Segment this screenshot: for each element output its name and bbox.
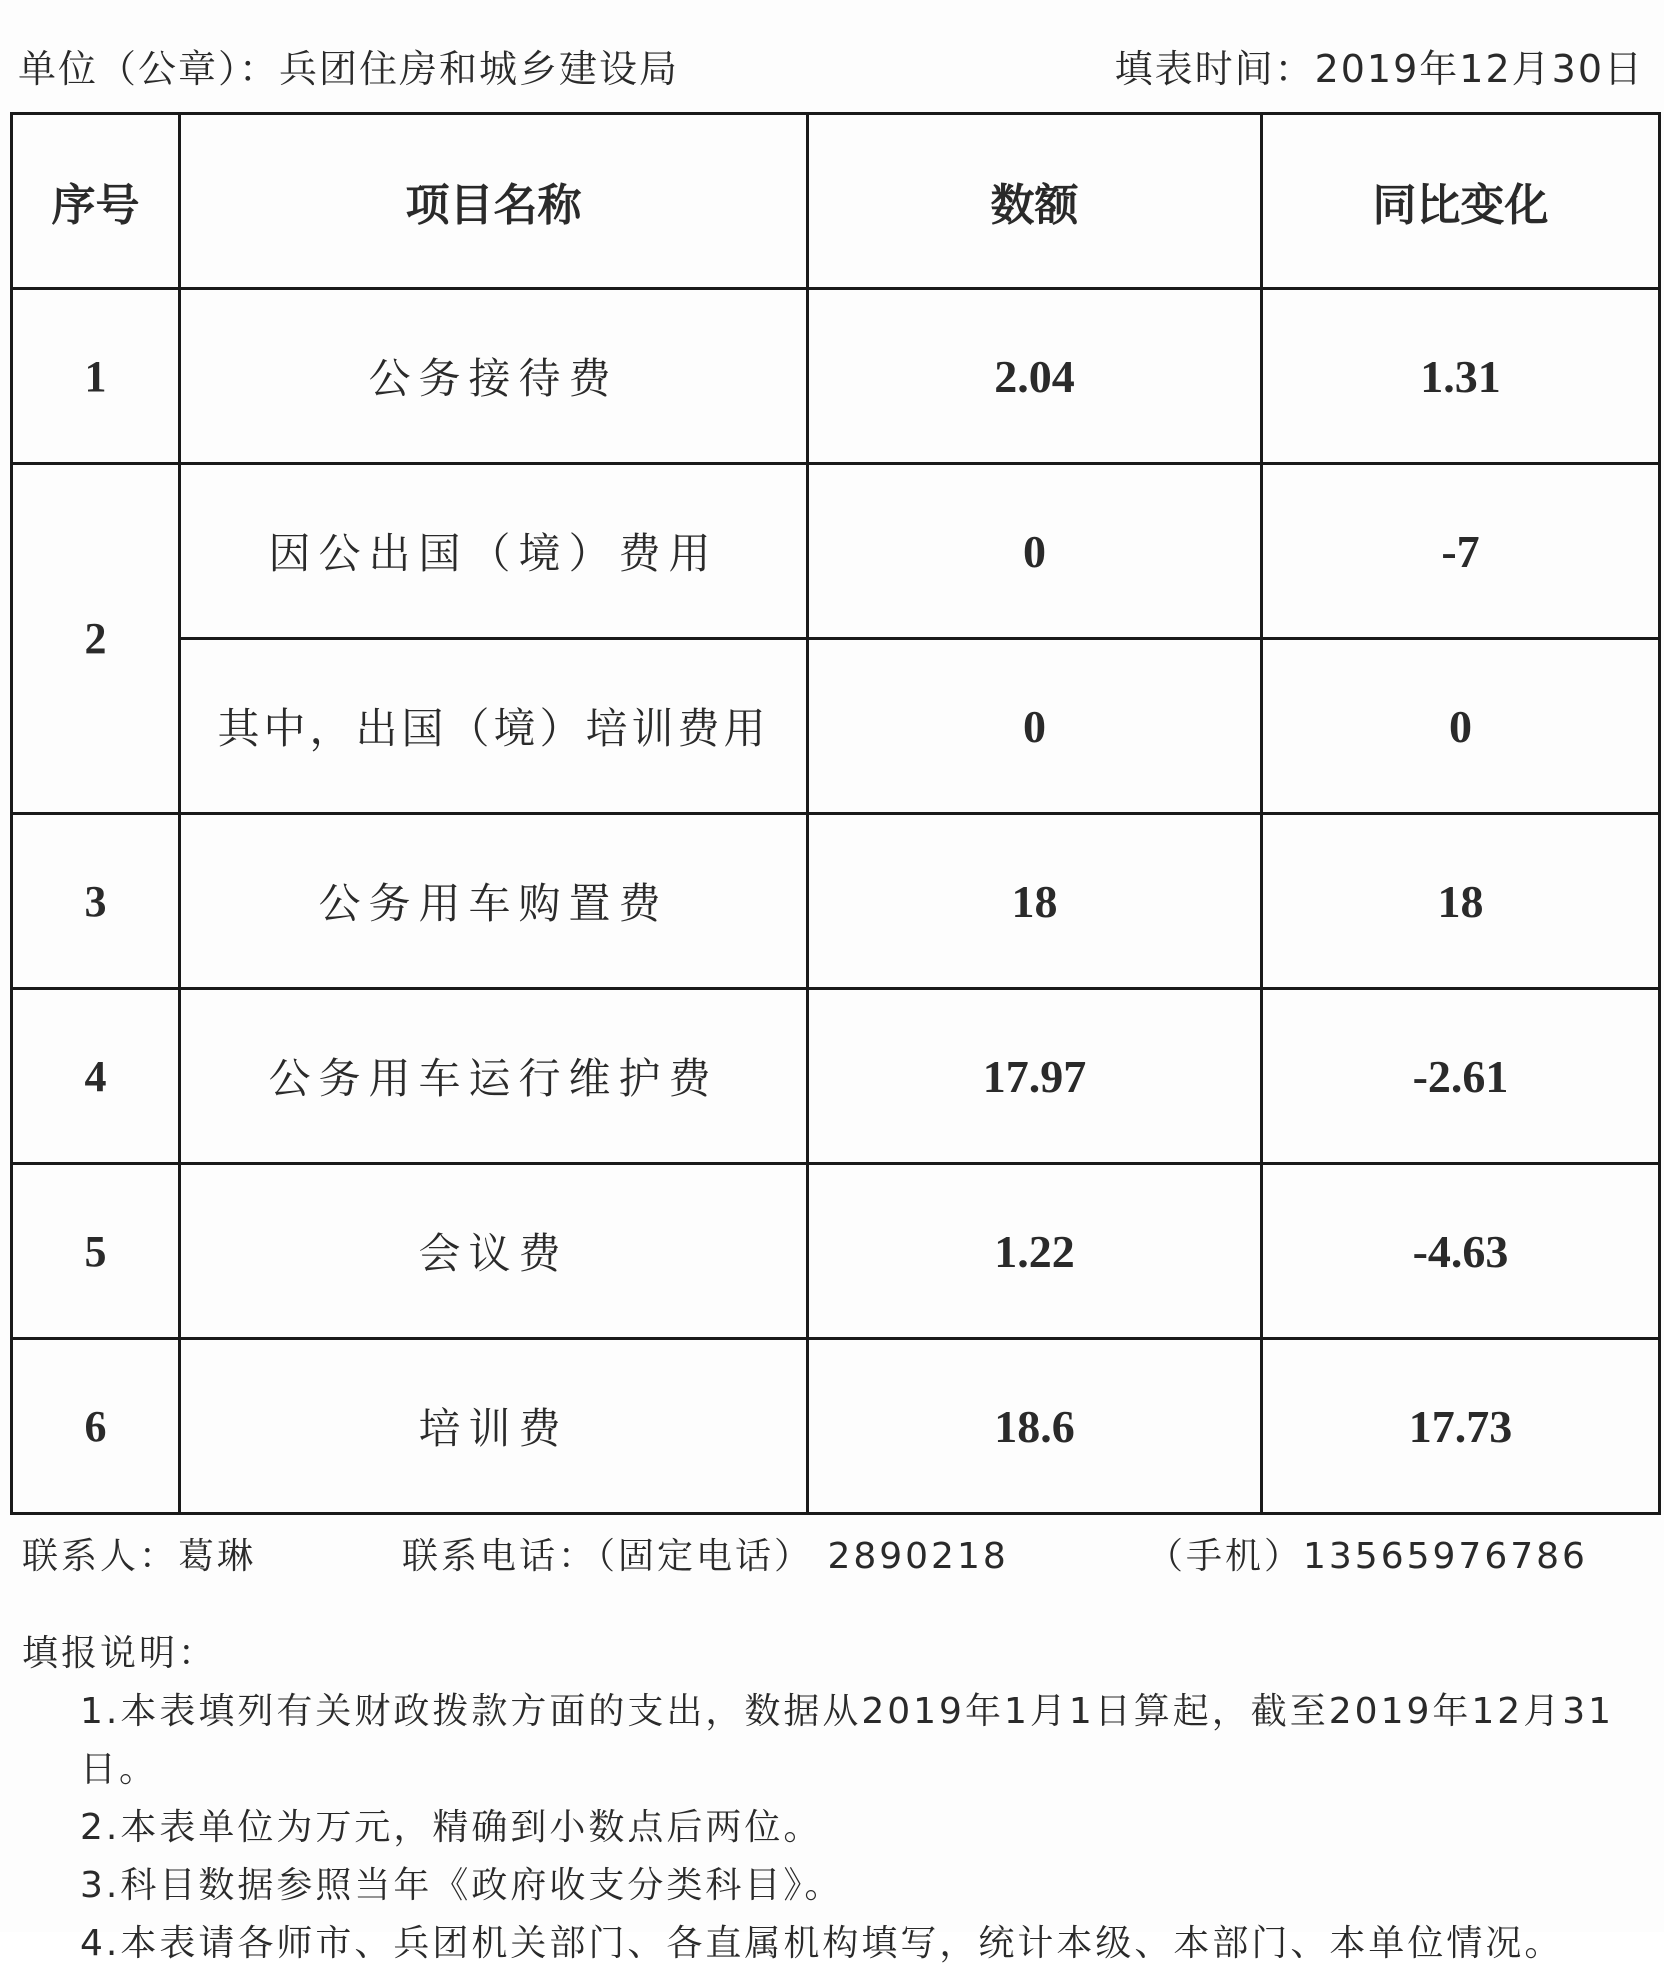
contact-person: 联系人：葛琳 <box>22 1536 257 1577</box>
unit-label: 单位（公章）：兵团住房和城乡建设局 <box>18 47 680 91</box>
row-change: 17.73 <box>1262 1339 1660 1514</box>
header-amount: 数额 <box>808 114 1262 289</box>
row-item-name: 培训费 <box>180 1339 808 1514</box>
row-seq: 6 <box>12 1339 180 1514</box>
contact-phone: 联系电话：（固定电话） 2890218 <box>402 1536 1009 1577</box>
table-row <box>12 1339 1660 1514</box>
row-seq: 5 <box>12 1164 180 1339</box>
row-amount: 0 <box>808 639 1262 814</box>
row-seq: 1 <box>12 289 180 464</box>
row-change: -2.61 <box>1262 989 1660 1164</box>
row-item-name: 会议费 <box>180 1164 808 1339</box>
instruction-item: 3.科目数据参照当年《政府收支分类科目》。 <box>80 1865 844 1906</box>
instruction-item: 4.本表请各师市、兵团机关部门、各直属机构填写，统计本级、本部门、本单位情况。 <box>80 1923 1564 1964</box>
table-row <box>12 289 1660 464</box>
row-amount: 2.04 <box>808 289 1262 464</box>
row-change: -7 <box>1262 464 1660 639</box>
document-header <box>18 38 1644 91</box>
contact-line <box>22 1528 1644 1578</box>
table-row <box>12 989 1660 1164</box>
row-item-name: 公务接待费 <box>180 289 808 464</box>
row-amount: 1.22 <box>808 1164 1262 1339</box>
header-item-name: 项目名称 <box>180 114 808 289</box>
expense-table <box>10 112 1661 1515</box>
row-change: 18 <box>1262 814 1660 989</box>
instruction-item: 2.本表单位为万元，精确到小数点后两位。 <box>80 1807 823 1848</box>
row-change: -4.63 <box>1262 1164 1660 1339</box>
fill-date: 填表时间：2019年12月30日 <box>1114 47 1644 91</box>
row-item-name: 公务用车运行维护费 <box>180 989 808 1164</box>
fill-instructions <box>22 1625 1644 1973</box>
row-item-name: 其中，出国（境）培训费用 <box>180 639 808 814</box>
instruction-item: 1.本表填列有关财政拨款方面的支出，数据从2019年1月1日算起，截至2019年12月31日。 <box>80 1691 1615 1790</box>
table-row <box>12 639 1660 814</box>
row-seq: 2 <box>12 464 180 814</box>
row-amount: 0 <box>808 464 1262 639</box>
row-change: 0 <box>1262 639 1660 814</box>
row-item-name: 因公出国（境）费用 <box>180 464 808 639</box>
row-amount: 17.97 <box>808 989 1262 1164</box>
contact-mobile: （手机）13565976786 <box>1147 1536 1588 1577</box>
row-amount: 18 <box>808 814 1262 989</box>
table-row <box>12 814 1660 989</box>
row-seq: 3 <box>12 814 180 989</box>
row-seq: 4 <box>12 989 180 1164</box>
table-header-row <box>12 114 1660 289</box>
header-seq: 序号 <box>12 114 180 289</box>
instructions-title: 填报说明： <box>22 1633 218 1674</box>
row-amount: 18.6 <box>808 1339 1262 1514</box>
row-item-name: 公务用车购置费 <box>180 814 808 989</box>
table-row <box>12 1164 1660 1339</box>
row-change: 1.31 <box>1262 289 1660 464</box>
table-row <box>12 464 1660 639</box>
header-yoy-change: 同比变化 <box>1262 114 1660 289</box>
